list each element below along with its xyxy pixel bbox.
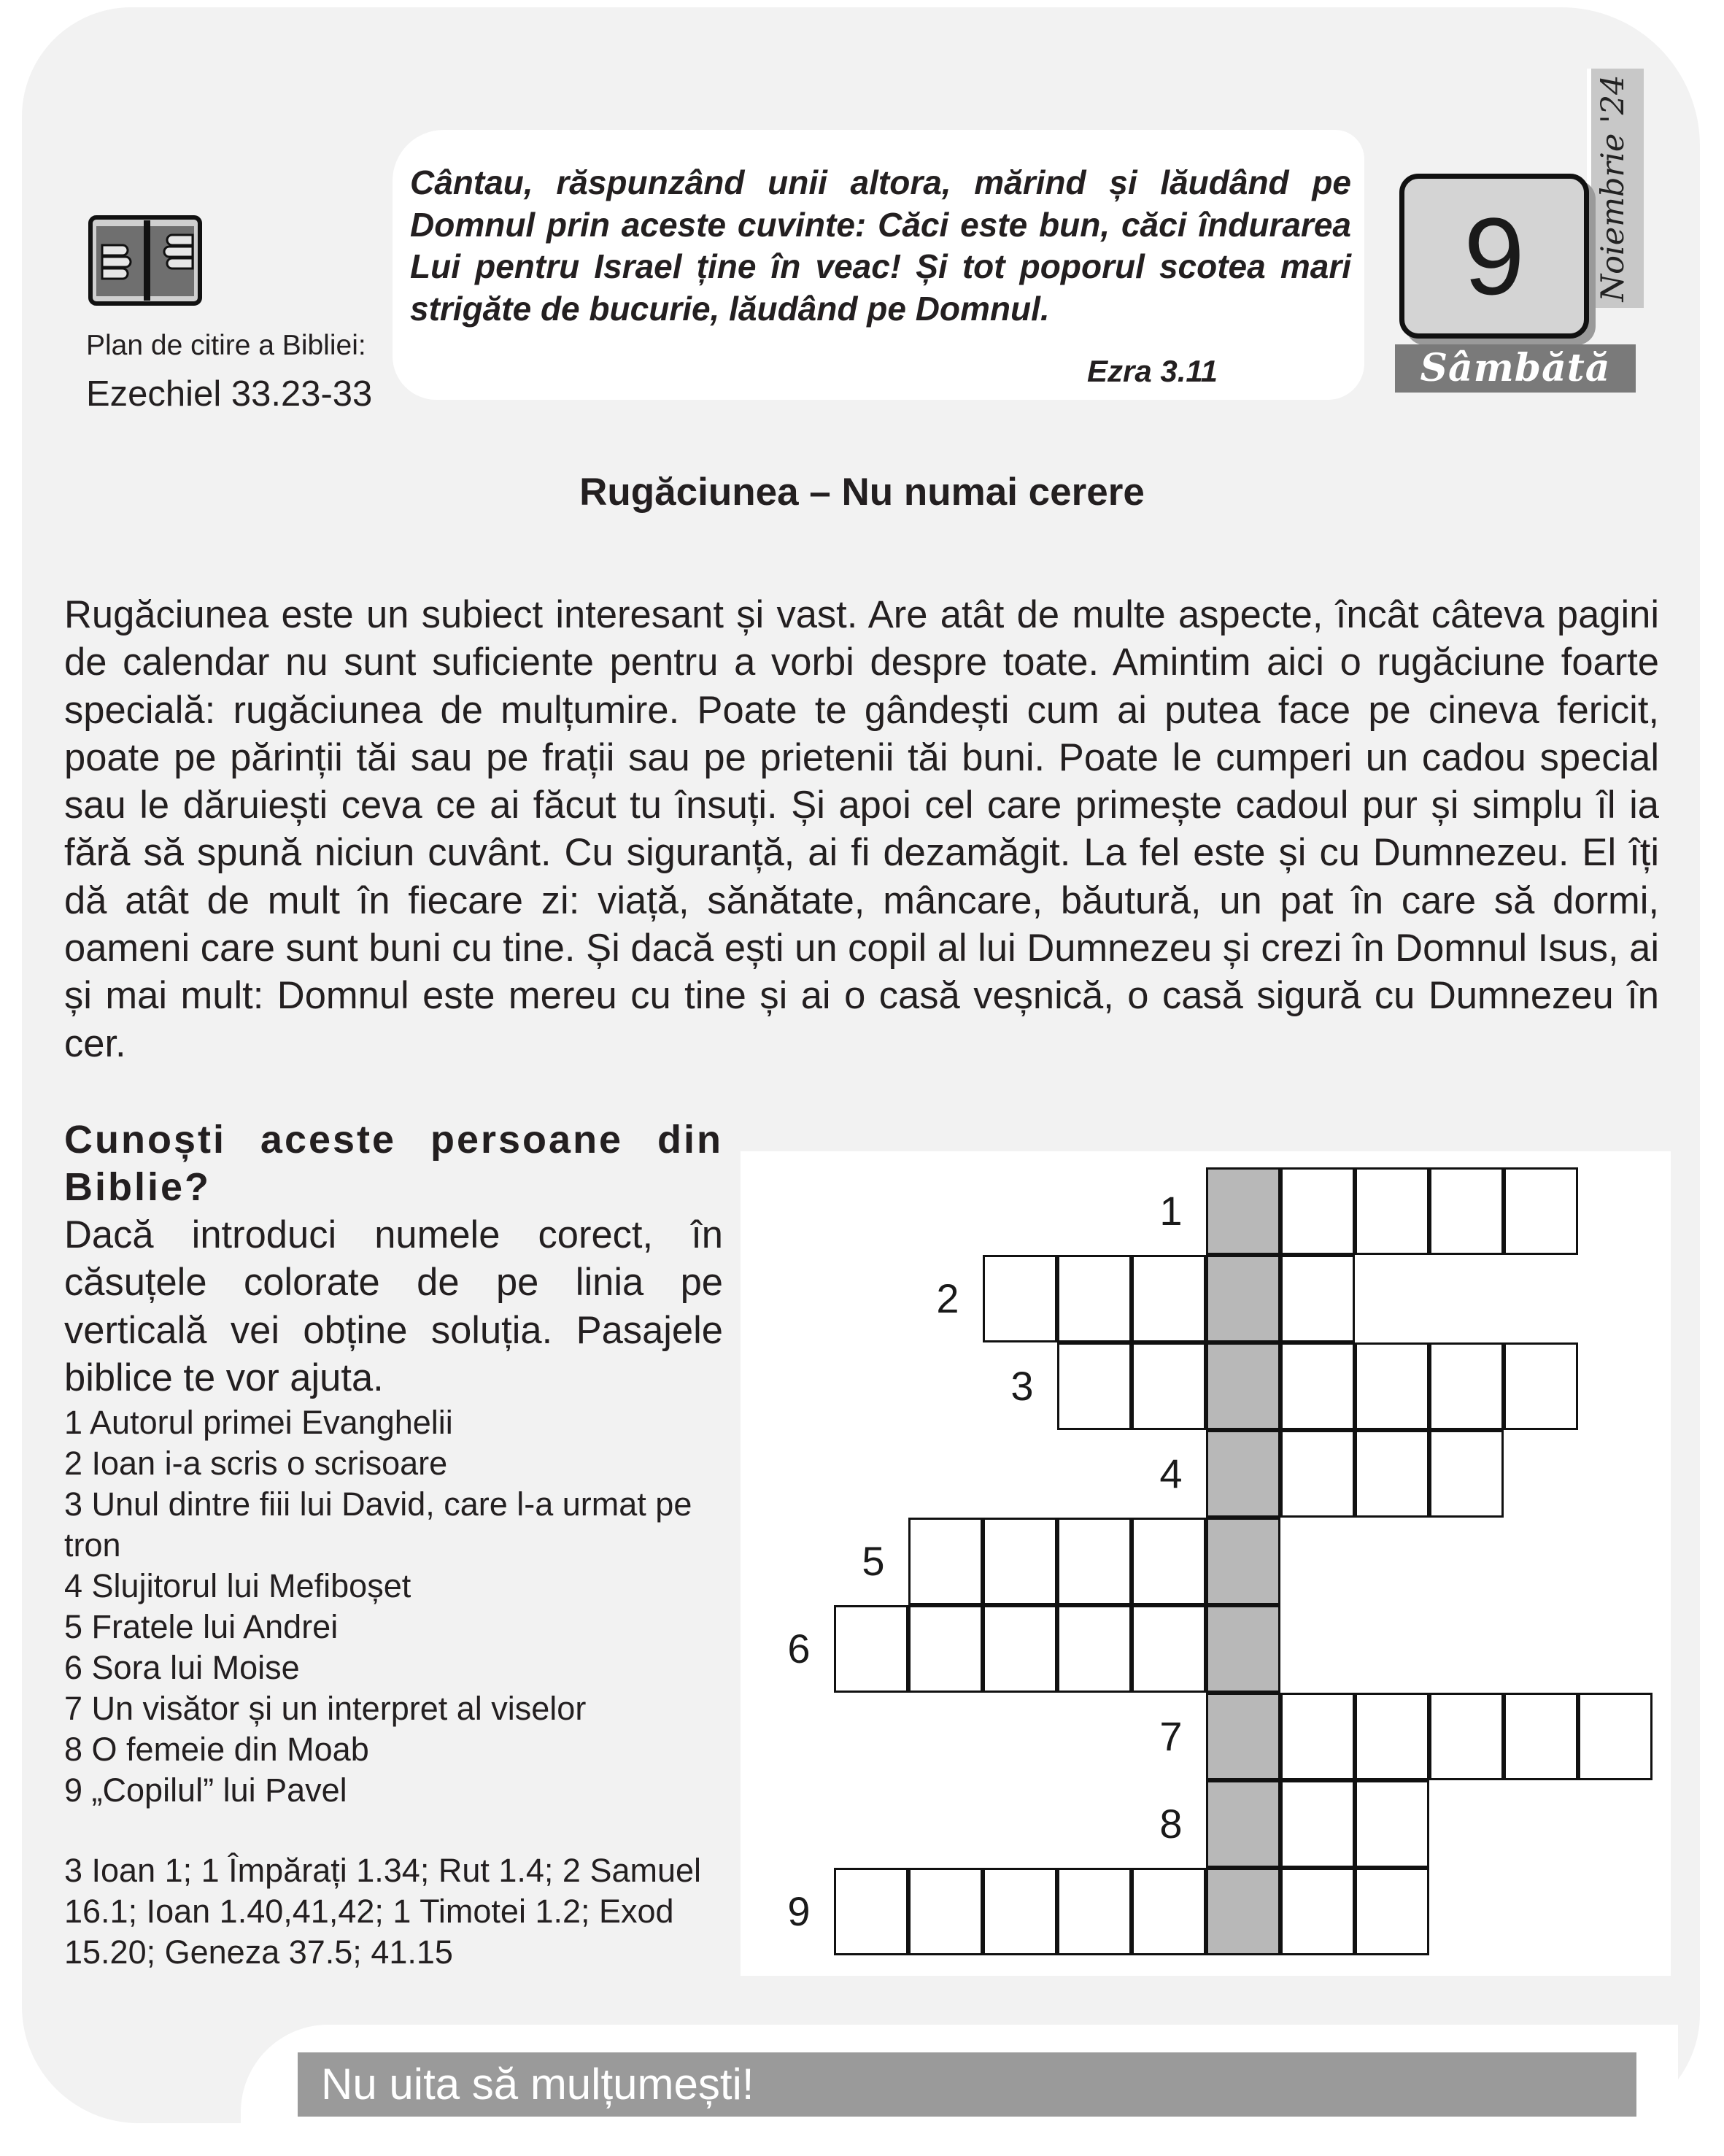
clue-item: 5 Fratele lui Andrei <box>64 1608 339 1645</box>
crossword-cell[interactable] <box>1355 1693 1429 1780</box>
clue-item: 6 Sora lui Moise <box>64 1649 300 1686</box>
reading-plan-label: Plan de citire a Bibliei: <box>86 330 366 361</box>
crossword-cell[interactable] <box>1504 1167 1578 1255</box>
page-title: Rugăciunea – Nu numai cerere <box>579 471 1145 514</box>
crossword-cell[interactable] <box>1355 1342 1429 1430</box>
crossword-cell[interactable] <box>1355 1167 1429 1255</box>
crossword-row-number: 4 <box>1159 1450 1183 1496</box>
crossword-cell[interactable] <box>1578 1693 1653 1780</box>
bible-references: 3 Ioan 1; 1 Împărați 1.34; Rut 1.4; 2 Samuel 16.1; Ioan 1.40,41,42; 1 Timotei 1.2; Exod 15.20; Geneza 37.5; 41.15 <box>64 1852 702 1971</box>
crossword-solution-cell[interactable] <box>1206 1255 1280 1342</box>
crossword-cell[interactable] <box>1132 1342 1206 1430</box>
crossword-row-number: 2 <box>936 1275 959 1321</box>
footer-message: Nu uita să mulțumești! <box>321 2060 754 2109</box>
crossword-cell[interactable] <box>1057 1868 1132 1955</box>
crossword-cell[interactable] <box>1057 1518 1132 1605</box>
clue-item: 9 „Copilul” lui Pavel <box>64 1771 347 1809</box>
clue-item: 1 Autorul primei Evanghelii <box>64 1404 453 1441</box>
crossword-cell[interactable] <box>1280 1255 1355 1342</box>
crossword-cell[interactable] <box>1504 1342 1578 1430</box>
crossword-row-number: 8 <box>1159 1801 1183 1847</box>
crossword-cell[interactable] <box>834 1605 908 1693</box>
crossword-solution-cell[interactable] <box>1206 1518 1280 1605</box>
crossword-cell[interactable] <box>1355 1430 1429 1518</box>
crossword-row-number: 6 <box>787 1626 811 1672</box>
crossword-cell[interactable] <box>1429 1430 1504 1518</box>
crossword-cell[interactable] <box>1132 1255 1206 1342</box>
crossword-cell[interactable] <box>1355 1868 1429 1955</box>
open-bible-icon <box>86 213 209 309</box>
crossword-row-number: 3 <box>1010 1363 1034 1409</box>
verse-reference: Ezra 3.11 <box>1087 354 1218 388</box>
crossword-row-number: 1 <box>1159 1188 1183 1234</box>
crossword-solution-cell[interactable] <box>1206 1605 1280 1693</box>
crossword-cell[interactable] <box>1280 1868 1355 1955</box>
crossword-solution-cell[interactable] <box>1206 1430 1280 1518</box>
crossword-cell[interactable] <box>983 1605 1057 1693</box>
quiz-heading: Cunoști aceste persoane din Biblie? <box>64 1118 723 1209</box>
crossword-cell[interactable] <box>908 1605 983 1693</box>
reading-plan-reference: Ezechiel 33.23-33 <box>86 374 373 414</box>
crossword-cell[interactable] <box>1132 1518 1206 1605</box>
crossword-cell[interactable] <box>908 1868 983 1955</box>
crossword-cell[interactable] <box>1280 1342 1355 1430</box>
quiz-intro: Dacă introduci numele corect, în căsuțele colorate de pe linia pe verticală vei obține soluția. Pasajele biblice te vor ajuta. <box>64 1213 723 1399</box>
crossword-solution-cell[interactable] <box>1206 1780 1280 1868</box>
crossword-row-number: 7 <box>1159 1713 1183 1759</box>
crossword-grid <box>741 1151 1671 1976</box>
clue-list <box>64 1402 723 1811</box>
crossword-row-number: 5 <box>862 1538 885 1584</box>
crossword-cell[interactable] <box>983 1868 1057 1955</box>
clue-item: 7 Un visător și un interpret al viselor <box>64 1690 587 1727</box>
crossword-solution-cell[interactable] <box>1206 1868 1280 1955</box>
day-number: 9 <box>1464 195 1525 317</box>
clue-item: 8 O femeie din Moab <box>64 1731 369 1768</box>
daily-verse: Cântau, răspunzând unii altora, mărind și lăudând pe Domnul prin aceste cuvinte: Căci este bun, căci îndurarea Lui pentru Israel ține în veac! Și tot poporul scotea mari strigăte de bucurie, lăudând pe Domnul. <box>410 163 1351 328</box>
weekday: Sâmbătă <box>1420 346 1611 390</box>
crossword-cell[interactable] <box>1132 1868 1206 1955</box>
crossword-cell[interactable] <box>908 1518 983 1605</box>
crossword-cell[interactable] <box>1504 1693 1578 1780</box>
crossword-cell[interactable] <box>983 1255 1057 1342</box>
crossword-cell[interactable] <box>1057 1605 1132 1693</box>
crossword-cell[interactable] <box>1429 1693 1504 1780</box>
crossword-cell[interactable] <box>1057 1342 1132 1430</box>
crossword-cell[interactable] <box>834 1868 908 1955</box>
crossword-cell[interactable] <box>1132 1605 1206 1693</box>
crossword-cell[interactable] <box>983 1518 1057 1605</box>
clue-item: 3 Unul dintre fiii lui David, care l-a urmat pe tron <box>64 1485 692 1564</box>
crossword-solution-cell[interactable] <box>1206 1342 1280 1430</box>
crossword-solution-cell[interactable] <box>1206 1693 1280 1780</box>
month-year: Noiembrie '24 <box>1595 74 1631 302</box>
crossword-row-number: 9 <box>787 1888 811 1934</box>
article-body: Rugăciunea este un subiect interesant și vast. Are atât de multe aspecte, încât câteva pagini de calendar nu sunt suficiente pentru a vorbi despre toate. Amintim aici o rugăciune foarte specială: rugăciunea de mulțumire. Poate te gândești cum ai putea face pe cineva fericit, poate pe părinții tăi sau pe frații sau pe prietenii tăi buni. Poate le cumperi un cadou special sau le dăruiești ceva ce ai făcut tu însuți. Și apoi cel care primește cadoul pur și simplu îl ia fără să spună niciun cuvânt. Cu siguranță, ai fi dezamăgit. La fel este și cu Dumnezeu. El îți dă atât de mult în fiecare zi: viață, sănătate, mâncare, băutură, un pat în care să dormi, oameni care sunt buni cu tine. Și dacă ești un copil al lui Dumnezeu și crezi în Domnul Isus, ai și mai mult: Domnul este mereu cu tine și ai o casă veșnică, o casă sigură cu Dumnezeu în cer. <box>64 593 1659 1065</box>
crossword-cell[interactable] <box>1057 1255 1132 1342</box>
crossword-solution-cell[interactable] <box>1206 1167 1280 1255</box>
crossword-cell[interactable] <box>1280 1167 1355 1255</box>
clue-item: 4 Slujitorul lui Mefiboșet <box>64 1567 411 1604</box>
crossword-cell[interactable] <box>1429 1167 1504 1255</box>
crossword-cell[interactable] <box>1429 1342 1504 1430</box>
crossword-cell[interactable] <box>1355 1780 1429 1868</box>
crossword-cell[interactable] <box>1280 1693 1355 1780</box>
crossword-cell[interactable] <box>1280 1780 1355 1868</box>
clue-item: 2 Ioan i-a scris o scrisoare <box>64 1445 448 1482</box>
crossword-cell[interactable] <box>1280 1430 1355 1518</box>
